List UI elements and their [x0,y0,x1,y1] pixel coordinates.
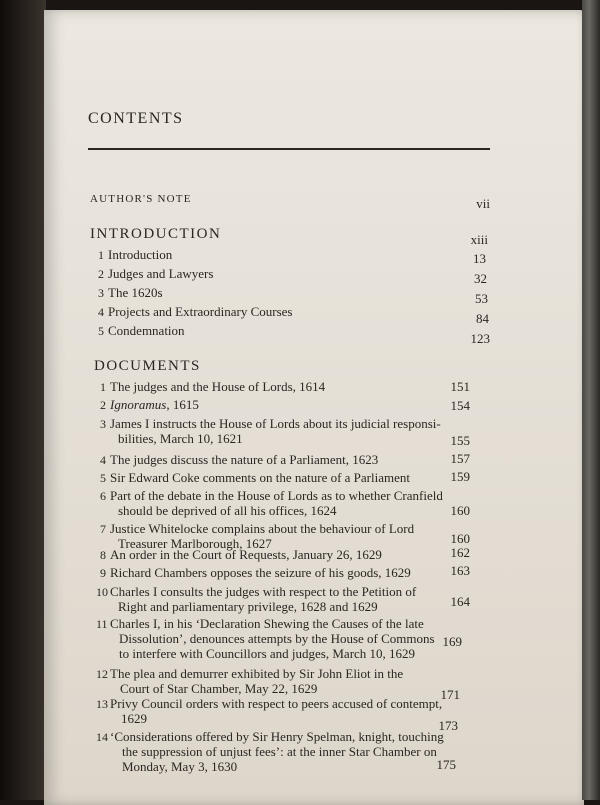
document-item-page: 175 [436,757,456,772]
intro-item-page: 84 [476,311,489,326]
document-item-number: 12 [96,667,108,681]
document-item-line: ‘Considerations offered by Sir Henry Spelman, knight, touching [110,729,444,744]
document-item-line: the suppression of unjust fees’: at the inner Star Chamber on [122,744,437,759]
document-item-page: 163 [450,563,470,578]
document-item-line: bilities, March 10, 1621 [118,431,243,446]
intro-item-page: 13 [473,251,486,266]
document-item-page: 162 [450,545,470,560]
intro-item-number: 4 [98,305,104,319]
book-cover-edge [0,0,46,800]
intro-item-label: Introduction [108,247,173,262]
document-item-number: 1 [100,380,106,394]
contents-title: CONTENTS [88,110,184,127]
document-item-number: 9 [100,566,106,580]
document-item-number: 5 [100,471,106,485]
document-item-number: 10 [96,585,108,599]
document-item-line: Ignoramus, 1615 [110,397,199,412]
document-item-number: 2 [100,398,106,412]
document-item-page: 171 [440,687,460,702]
page-edge-strip [582,0,600,800]
document-item-page: 160 [450,503,470,518]
document-item-number: 4 [100,453,106,467]
document-item-line: Court of Star Chamber, May 22, 1629 [120,681,318,696]
document-item-line: to interfere with Councillors and judges, March 10, 1629 [119,646,416,661]
document-item-page: 173 [438,718,458,733]
document-item-italic-title: Ignoramus [110,397,167,412]
intro-item-page: 32 [474,271,487,286]
document-item-number: 8 [100,548,106,562]
document-item-number: 7 [100,522,106,536]
document-item-number: 14 [96,730,108,744]
introduction-page: xiii [470,232,488,247]
documents-heading: DOCUMENTS [94,358,201,374]
document-item-page: 157 [450,451,470,466]
document-item-line: Richard Chambers opposes the seizure of his goods, 1629 [110,565,411,580]
document-item-line: should be deprived of all his offices, 1624 [118,503,337,518]
document-item-number: 11 [96,617,108,631]
document-item-line: Right and parliamentary privilege, 1628 and 1629 [118,599,378,614]
document-item-line: Privy Council orders with respect to peers accused of contempt, [110,696,443,711]
document-item-number: 3 [100,417,106,431]
document-item-number: 6 [100,489,106,503]
document-item-line: Dissolution’, denounces attempts by the House of Commons [119,631,435,646]
document-item-line: Part of the debate in the House of Lords as to whether Cranfield [110,488,443,503]
document-item-page: 159 [450,469,470,484]
document-item-line: Monday, May 3, 1630 [122,759,238,774]
document-item-page: 151 [450,379,470,394]
document-item-line: The plea and demurrer exhibited by Sir John Eliot in the [110,666,404,681]
document-item-page: 169 [442,634,462,649]
intro-item-label: Condemnation [108,323,185,338]
intro-item-number: 5 [98,324,104,338]
document-item-page: 155 [450,433,470,448]
document-item-line: The judges discuss the nature of a Parliament, 1623 [110,452,379,467]
intro-item-number: 3 [98,286,104,300]
document-item-page: 160 [450,531,470,546]
document-item-line: Justice Whitelocke complains about the behaviour of Lord [110,521,415,536]
document-item-line: An order in the Court of Requests, January 26, 1629 [110,547,382,562]
authors-note-label: AUTHOR'S NOTE [90,193,192,205]
intro-item-page: 123 [470,331,490,346]
document-item-line: James I instructs the House of Lords about its judicial responsi- [110,416,441,431]
document-item-page: 154 [450,398,470,413]
document-item-line: Sir Edward Coke comments on the nature of a Parliament [110,470,411,485]
intro-item-number: 2 [98,267,104,281]
intro-item-label: Projects and Extraordinary Courses [108,304,293,319]
intro-item-number: 1 [98,248,104,262]
authors-note-page: vii [476,196,490,211]
document-item-line: Charles I, in his ‘Declaration Shewing the Causes of the late [110,616,424,631]
intro-item-label: The 1620s [108,285,163,300]
document-item-line: Treasurer Marlborough, 1627 [118,536,272,551]
document-item-line: 1629 [121,711,147,726]
document-item-line: Charles I consults the judges with respect to the Petition of [110,584,417,599]
title-rule [88,148,490,150]
document-item-page: 164 [450,594,470,609]
intro-item-page: 53 [475,291,488,306]
document-item-line: The judges and the House of Lords, 1614 [110,379,326,394]
introduction-heading: INTRODUCTION [90,226,222,242]
intro-item-label: Judges and Lawyers [108,266,214,281]
document-item-number: 13 [96,697,108,711]
